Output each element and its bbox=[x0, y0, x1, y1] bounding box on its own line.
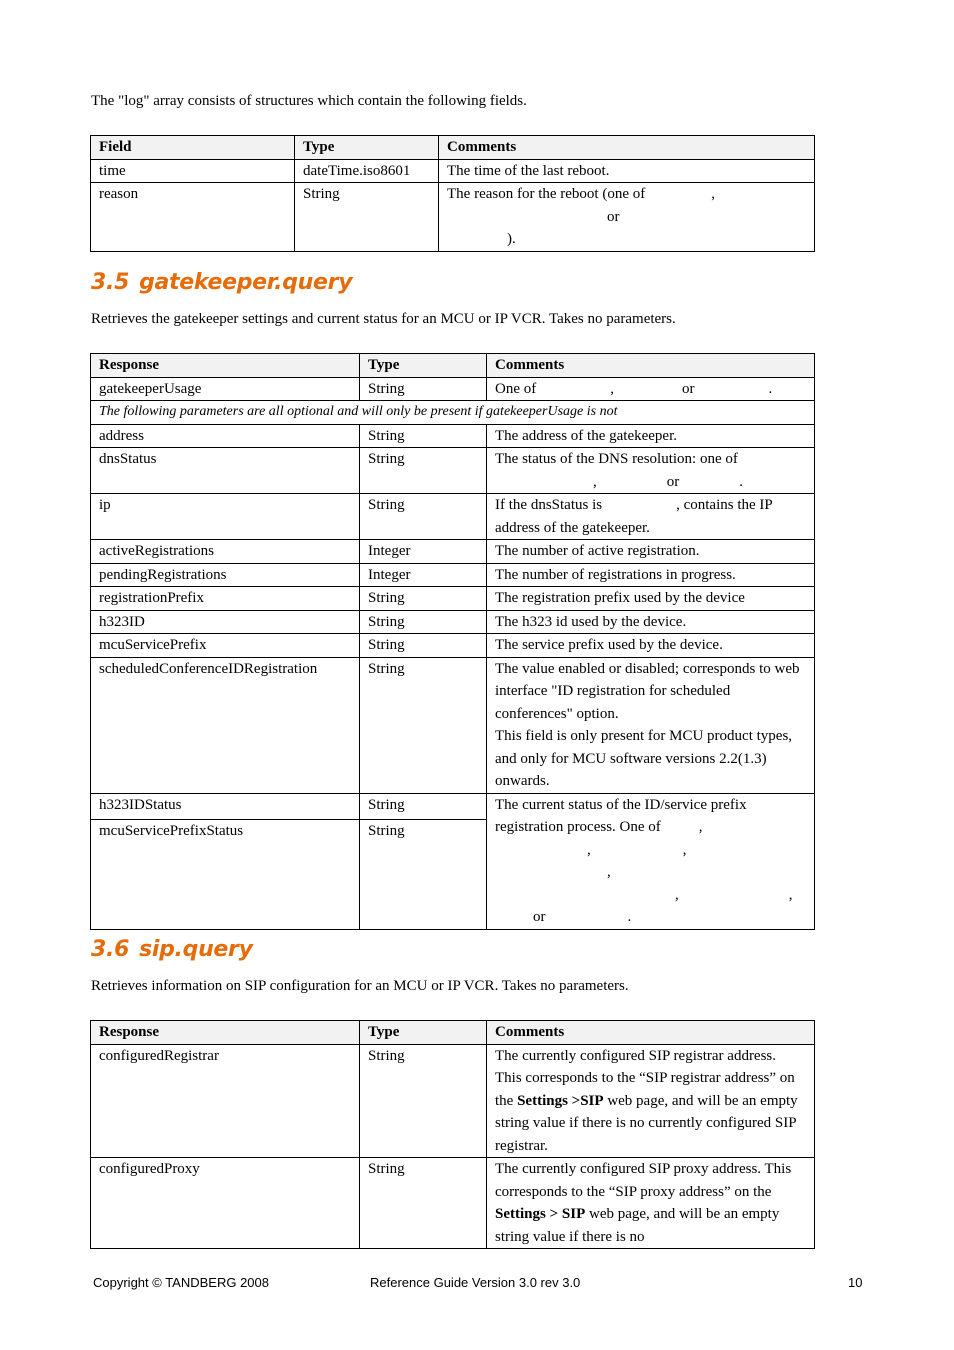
comment-cell: The service prefix used by the device. bbox=[487, 634, 815, 658]
column-header: Type bbox=[295, 136, 439, 160]
column-header: Field bbox=[91, 136, 295, 160]
type-cell: dateTime.iso8601 bbox=[295, 159, 439, 183]
log-fields-table bbox=[90, 135, 815, 252]
table-row bbox=[91, 448, 815, 494]
type-cell: String bbox=[360, 424, 487, 448]
table-row bbox=[91, 634, 815, 658]
log-intro-text: The "log" array consists of structures which contain the following fields. bbox=[91, 93, 527, 109]
comment-cell: The status of the DNS resolution: one of , or . bbox=[487, 448, 815, 494]
table-row bbox=[91, 183, 815, 252]
comment-cell: The registration prefix used by the device bbox=[487, 587, 815, 611]
field-cell: activeRegistrations bbox=[91, 540, 360, 564]
gatekeeper-response-table bbox=[90, 353, 815, 930]
field-cell: ip bbox=[91, 494, 360, 540]
field-cell: pendingRegistrations bbox=[91, 563, 360, 587]
comment-cell: If the dnsStatus is , contains the IP address of the gatekeeper. bbox=[487, 494, 815, 540]
type-cell: String bbox=[360, 587, 487, 611]
type-cell: String bbox=[360, 610, 487, 634]
field-cell: gatekeeperUsage bbox=[91, 377, 360, 401]
table-note-row bbox=[91, 401, 815, 425]
type-cell: Integer bbox=[360, 540, 487, 564]
table-row bbox=[91, 563, 815, 587]
comment-cell: The reason for the reboot (one of , or ). bbox=[439, 183, 815, 252]
comment-cell: The currently configured SIP registrar address. This corresponds to the “SIP registrar address” on the Settings >SIP web page, and will be an empty string value if there is no currently configured SIP registrar. bbox=[487, 1044, 815, 1158]
field-cell: time bbox=[91, 159, 295, 183]
comment-cell: The current status of the ID/service prefix registration process. One of , , , , , , or . bbox=[487, 793, 815, 929]
column-header: Type bbox=[360, 1021, 487, 1045]
table-row bbox=[91, 1044, 815, 1158]
field-cell: mcuServicePrefix bbox=[91, 634, 360, 658]
section-heading-sip: 3.6 sip.query bbox=[91, 937, 253, 962]
footer-page-number: 10 bbox=[848, 1275, 863, 1290]
field-cell: dnsStatus bbox=[91, 448, 360, 494]
type-cell: String bbox=[360, 819, 487, 929]
comment-cell: The number of registrations in progress. bbox=[487, 563, 815, 587]
footer-copyright: Copyright © TANDBERG 2008 bbox=[93, 1275, 270, 1290]
field-cell: scheduledConferenceIDRegistration bbox=[91, 657, 360, 793]
table-row bbox=[91, 587, 815, 611]
type-cell: String bbox=[360, 634, 487, 658]
field-cell: h323ID bbox=[91, 610, 360, 634]
column-header: Response bbox=[91, 1021, 360, 1045]
type-cell: String bbox=[360, 1158, 487, 1249]
section-heading-gatekeeper: 3.5 gatekeeper.query bbox=[91, 270, 353, 295]
footer-guide-version: Reference Guide Version 3.0 rev 3.0 bbox=[370, 1275, 581, 1290]
field-cell: configuredRegistrar bbox=[91, 1044, 360, 1158]
column-header: Type bbox=[360, 354, 487, 378]
comment-cell: The time of the last reboot. bbox=[439, 159, 815, 183]
type-cell: String bbox=[360, 448, 487, 494]
column-header: Comments bbox=[487, 354, 815, 378]
field-cell: registrationPrefix bbox=[91, 587, 360, 611]
note-cell: The following parameters are all optional and will only be present if gatekeeperUsage is not bbox=[91, 401, 815, 425]
table-row bbox=[91, 377, 815, 401]
comment-cell: The address of the gatekeeper. bbox=[487, 424, 815, 448]
field-cell: configuredProxy bbox=[91, 1158, 360, 1249]
type-cell: String bbox=[360, 377, 487, 401]
table-row bbox=[91, 610, 815, 634]
sip-response-table bbox=[90, 1020, 815, 1249]
table-row bbox=[91, 1158, 815, 1249]
table-row bbox=[91, 159, 815, 183]
type-cell: String bbox=[360, 494, 487, 540]
table-row bbox=[91, 793, 815, 819]
field-cell: address bbox=[91, 424, 360, 448]
type-cell: String bbox=[360, 657, 487, 793]
table-row bbox=[91, 494, 815, 540]
gatekeeper-intro-text: Retrieves the gatekeeper settings and current status for an MCU or IP VCR. Takes no parameters. bbox=[91, 311, 676, 327]
field-cell: mcuServicePrefixStatus bbox=[91, 819, 360, 929]
table-row bbox=[91, 657, 815, 793]
comment-cell: The h323 id used by the device. bbox=[487, 610, 815, 634]
comment-cell: The value enabled or disabled; corresponds to web interface "ID registration for scheduled conferences" option. This field is only present for MCU product types, and only for MCU software versions 2.2(1.3) onwards. bbox=[487, 657, 815, 793]
comment-cell: The number of active registration. bbox=[487, 540, 815, 564]
type-cell: String bbox=[360, 1044, 487, 1158]
field-cell: h323IDStatus bbox=[91, 793, 360, 819]
table-row bbox=[91, 424, 815, 448]
comment-cell: The currently configured SIP proxy address. This corresponds to the “SIP proxy address” on the Settings > SIP web page, and will be an empty string value if there is no bbox=[487, 1158, 815, 1249]
column-header: Response bbox=[91, 354, 360, 378]
comment-cell: One of , or . bbox=[487, 377, 815, 401]
column-header: Comments bbox=[439, 136, 815, 160]
table-row bbox=[91, 540, 815, 564]
type-cell: Integer bbox=[360, 563, 487, 587]
column-header: Comments bbox=[487, 1021, 815, 1045]
table-header-row bbox=[91, 354, 815, 378]
table-header-row bbox=[91, 1021, 815, 1045]
field-cell: reason bbox=[91, 183, 295, 252]
sip-intro-text: Retrieves information on SIP configuration for an MCU or IP VCR. Takes no parameters. bbox=[91, 978, 629, 994]
type-cell: String bbox=[360, 793, 487, 819]
type-cell: String bbox=[295, 183, 439, 252]
table-header-row bbox=[91, 136, 815, 160]
